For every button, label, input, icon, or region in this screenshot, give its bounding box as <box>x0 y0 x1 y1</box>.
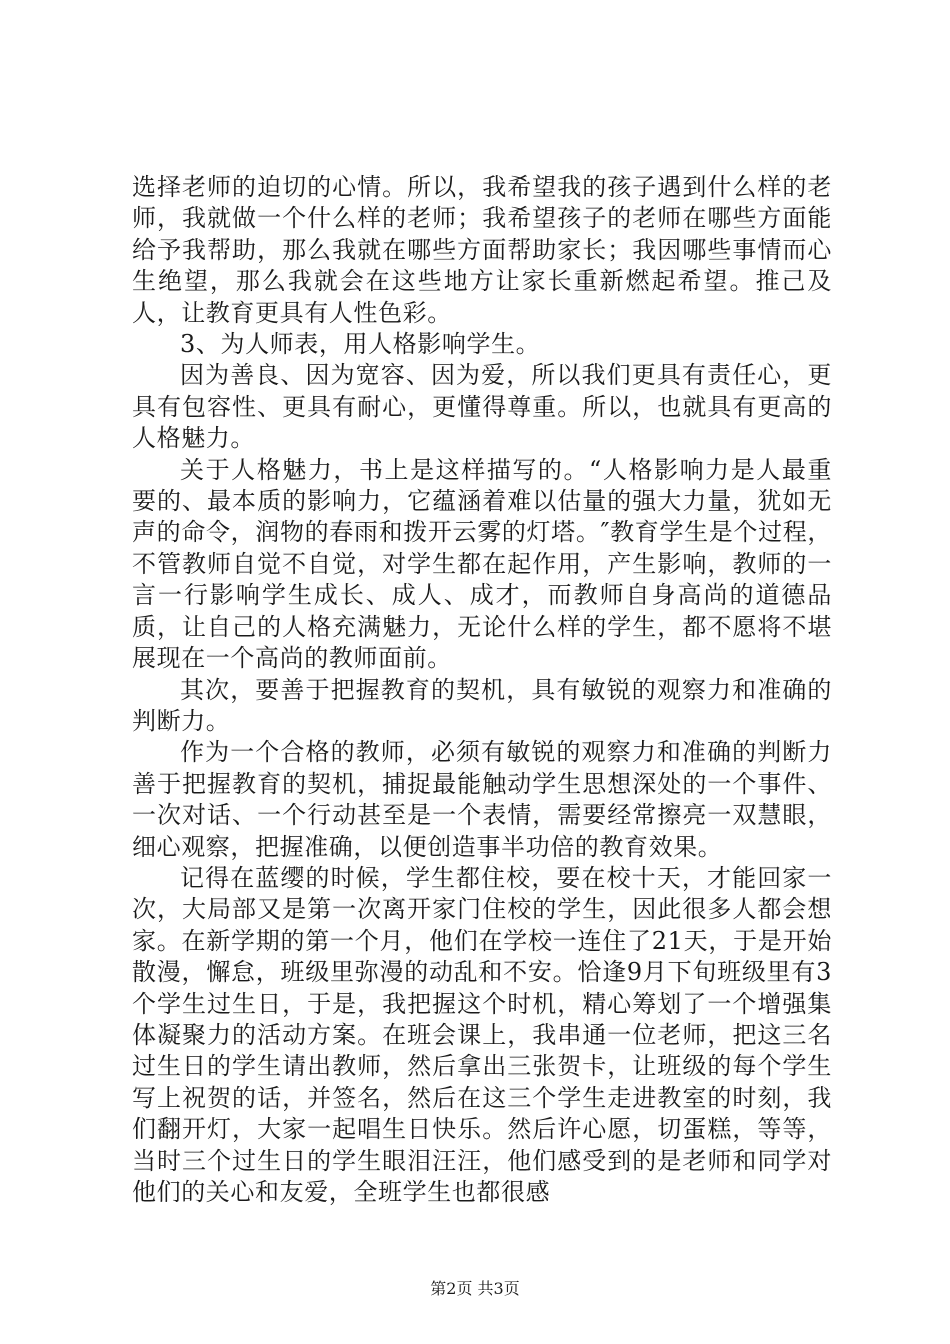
paragraph-6: 作为一个合格的教师，必须有敏锐的观察力和准确的判断力善于把握教育的契机，捕捉最能触动学生思想深处的一个事件、一次对话、一个行动甚至是一个表情，需要经常擦亮一双慧眼，细心观察，把握准确，以便创造事半功倍的教育效果。 <box>132 738 832 861</box>
paragraph-4: 关于人格魅力，书上是这样描写的。“人格影响力是人最重要的、最本质的影响力，它蕴涵着难以估量的强大力量，犹如无声的命令，润物的春雨和拨开云雾的灯塔。″教育学生是个过程，不管教师自觉不自觉，对学生都在起作用，产生影响，教师的一言一行影响学生成长、成人、成才，而教师自身高尚的道德品质，让自己的人格充满魅力，无论什么样的学生，都不愿将不堪展现在一个高尚的教师面前。 <box>132 455 832 673</box>
paragraph-2-heading: 3、为人师表，用人格影响学生。 <box>180 330 541 359</box>
body-text <box>132 172 832 1208</box>
paragraph-3: 因为善良、因为宽容、因为爱，所以我们更具有责任心，更具有包容性、更具有耐心，更懂得尊重。所以，也就具有更高的人格魅力。 <box>132 361 832 453</box>
paragraph-5: 其次，要善于把握教育的契机，具有敏锐的观察力和准确的判断力。 <box>132 675 832 735</box>
paragraph-7: 记得在蓝缨的时候，学生都住校，要在校十天，才能回家一次，大局部又是第一次离开家门住校的学生，因此很多人都会想家。在新学期的第一个月，他们在学校一连住了21天，于是开始散漫，懈怠，班级里弥漫的动乱和不安。恰逢9月下旬班级里有3个学生过生日，于是，我把握这个时机，精心筹划了一个增强集体凝聚力的活动方案。在班会课上，我串通一位老师，把这三名过生日的学生请出教师，然后拿出三张贺卡，让班级的每个学生写上祝贺的话，并签名，然后在这三个学生走进教室的时刻，我们翻开灯，大家一起唱生日快乐。然后许心愿，切蛋糕，等等，当时三个过生日的学生眼泪汪汪，他们感受到的是老师和同学对他们的关心和友爱，全班学生也都很感 <box>132 863 832 1206</box>
page-footer: 第2页 共3页 <box>430 1279 520 1298</box>
paragraph-1: 选择老师的迫切的心情。所以，我希望我的孩子遇到什么样的老师，我就做一个什么样的老师；我希望孩子的老师在哪些方面能给予我帮助，那么我就在哪些方面帮助家长；我因哪些事情而心生绝望，那么我就会在这些地方让家长重新燃起希望。推己及人，让教育更具有人性色彩。 <box>132 173 832 327</box>
